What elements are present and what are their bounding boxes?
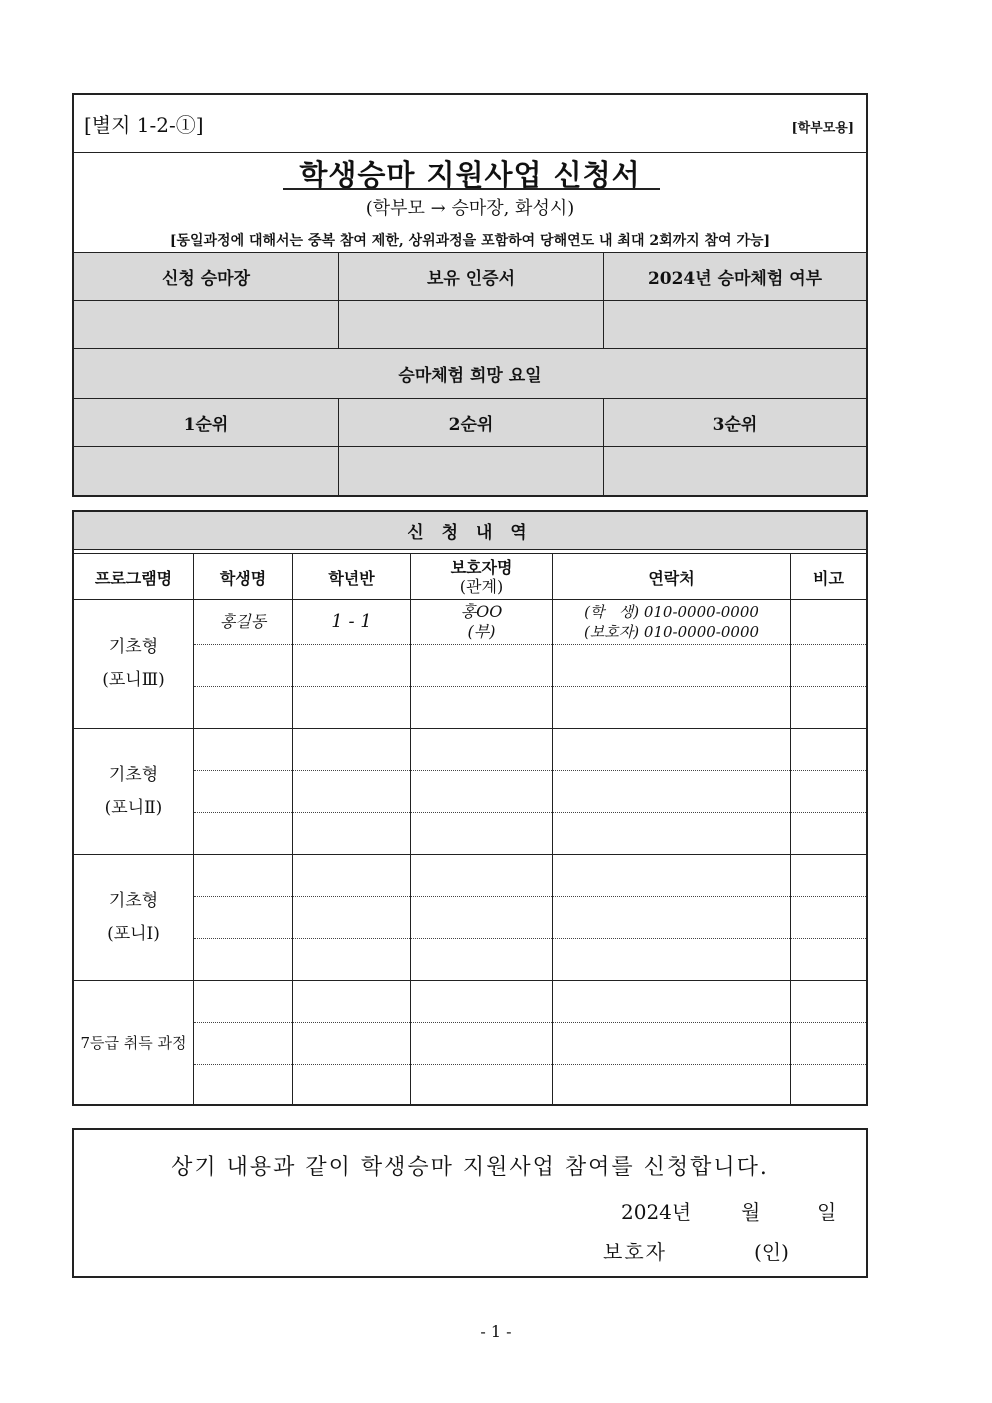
- example-contact: [553, 600, 790, 644]
- rank-2-field[interactable]: [339, 447, 603, 495]
- declaration-box: [72, 1128, 868, 1278]
- example-guardian: [411, 600, 552, 644]
- declaration-text: 상기 내용과 같이 학생승마 지원사업 참여를 신청합니다.: [171, 1155, 769, 1180]
- header-rank-2: 2순위: [339, 399, 603, 446]
- subtitle: (학부모 → 승마장, 화성시): [365, 198, 575, 219]
- seal-mark[interactable]: (인): [754, 1240, 789, 1264]
- example-guardian-relation: (부): [467, 622, 496, 641]
- header-riding-center: 신청 승마장: [74, 253, 338, 300]
- application-form-top: [72, 93, 868, 497]
- example-guardian-name: 홍OO: [460, 602, 503, 621]
- example-student-name: 홍길동: [219, 612, 267, 631]
- page-title: 학생승마 지원사업 신청서: [299, 158, 641, 192]
- rank-1-field[interactable]: [74, 447, 338, 495]
- notice: [동일과정에 대해서는 중복 참여 제한, 상위과정을 포함하여 당해연도 내 최대 2회까지 참여 가능]: [169, 233, 771, 249]
- header-program: 프로그램명: [94, 568, 173, 588]
- header-contact: 연락처: [648, 568, 695, 588]
- example-contact-guardian: (보호자) 010-0000-0000: [583, 623, 760, 641]
- program-pony-3-line1: 기초형: [108, 637, 159, 657]
- header-prior-experience: 2024년 승마체험 여부: [604, 253, 866, 300]
- audience-label: [학부모용]: [791, 121, 854, 136]
- application-detail-table: [72, 510, 868, 1106]
- date-month: 월: [741, 1200, 761, 1224]
- program-pony-2-line2: (포니Ⅱ): [104, 797, 163, 818]
- header-grade: 학년반: [328, 568, 375, 588]
- certificate-field[interactable]: [339, 301, 603, 348]
- program-level-7-label: 7등급 취득 과정: [80, 1034, 187, 1052]
- header-student: 학생명: [219, 568, 267, 588]
- riding-center-field[interactable]: [74, 301, 338, 348]
- program-pony-3-line2: (포니Ⅲ): [102, 670, 165, 690]
- program-level-7: [74, 981, 193, 1104]
- header-certificate: 보유 인증서: [339, 253, 603, 300]
- header-note: 비고: [813, 568, 844, 588]
- header-rank-3: 3순위: [604, 399, 866, 446]
- prior-experience-field[interactable]: [604, 301, 866, 348]
- form-number: [별지 1-2-①]: [84, 113, 204, 137]
- example-grade-class: 1 - 1: [331, 611, 372, 632]
- date-day: 일: [817, 1200, 837, 1224]
- header-guardian-name: 보호자명: [450, 558, 513, 577]
- rank-3-field[interactable]: [604, 447, 866, 495]
- program-pony-2-line1: 기초형: [108, 764, 159, 785]
- preferred-day-title: 승마체험 희망 요일: [74, 349, 866, 398]
- header-guardian: [411, 555, 552, 599]
- program-pony-1-line1: 기초형: [108, 890, 159, 911]
- detail-title: 신 청 내 역: [74, 512, 866, 549]
- program-pony-2: [74, 729, 193, 854]
- program-pony-3: [74, 600, 193, 728]
- program-pony-1-line2: (포니Ⅰ): [107, 923, 160, 944]
- program-pony-1: [74, 855, 193, 980]
- guardian-signature-label: 보호자: [603, 1240, 667, 1264]
- page-number: - 1 -: [480, 1322, 512, 1341]
- header-rank-1: 1순위: [74, 399, 338, 446]
- date-year: 2024년: [621, 1200, 692, 1224]
- example-contact-student: (학 생) 010-0000-0000: [584, 603, 759, 621]
- header-guardian-relation: (관계): [459, 577, 504, 596]
